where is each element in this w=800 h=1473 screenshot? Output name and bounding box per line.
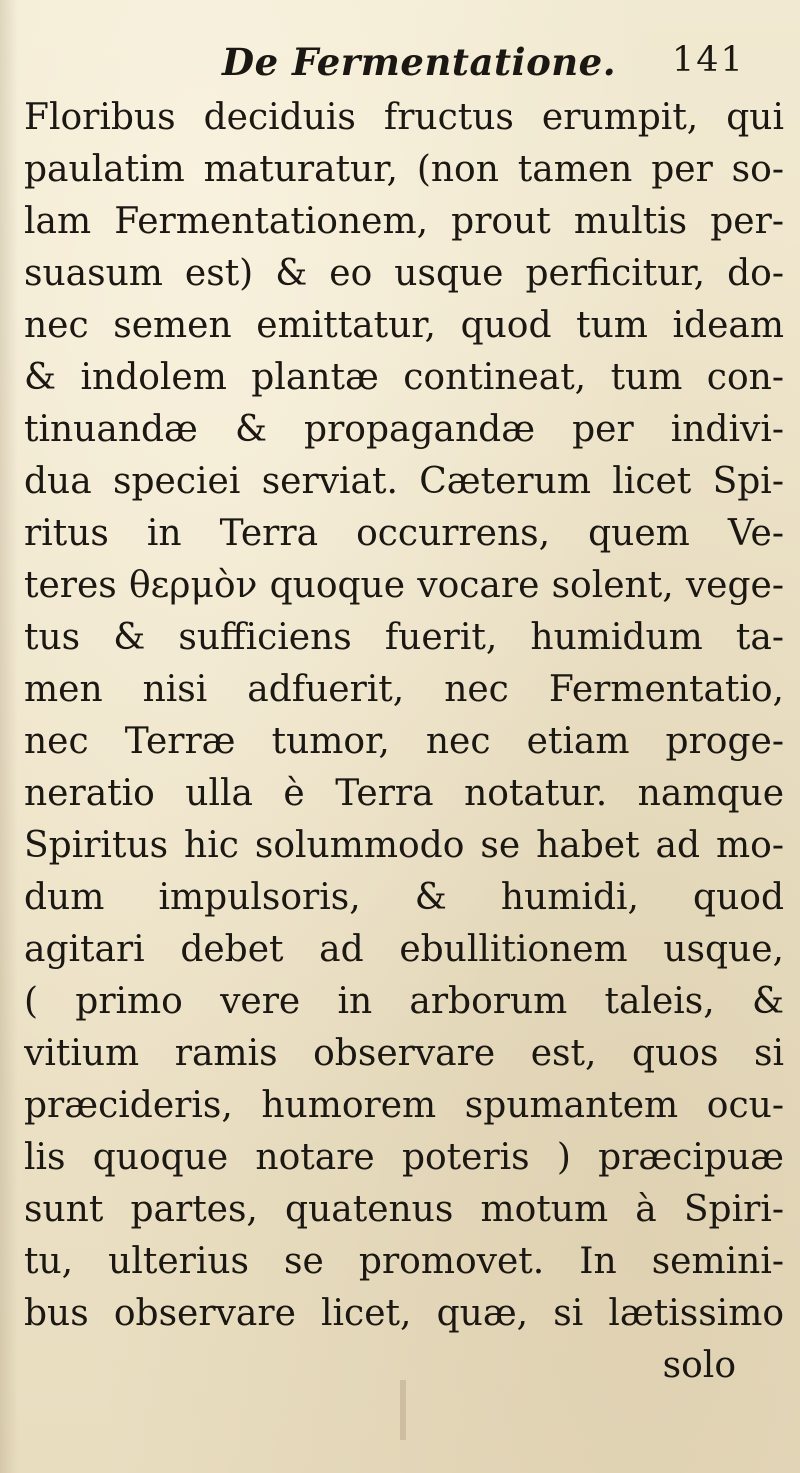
page-number: 141 (672, 40, 745, 80)
text-line: tus & sufficiens fuerit, humidum ta- (24, 617, 784, 658)
text-line: præcideris, humorem spumantem ocu- (24, 1085, 784, 1126)
text-line: tu, ulterius se promovet. In semini- (24, 1241, 784, 1282)
text-line: nec Terræ tumor, nec etiam proge- (24, 721, 784, 762)
paper-stain (400, 1380, 406, 1440)
text-line: Floribus deciduis fructus erumpit, qui (24, 97, 784, 138)
text-line: bus observare licet, quæ, si lætissimo (24, 1293, 784, 1334)
text-line: neratio ulla è Terra notatur. namque (24, 773, 784, 814)
text-line: agitari debet ad ebullitionem usque, (24, 929, 784, 970)
text-line: dum impulsoris, & humidi, quod (24, 877, 784, 918)
text-line: ( primo vere in arborum taleis, & (24, 981, 784, 1022)
text-line: men nisi adfuerit, nec Fermentatio, (24, 669, 784, 710)
text-line: vitium ramis observare est, quos si (24, 1033, 784, 1074)
text-line: lam Fermentationem, prout multis per- (24, 201, 784, 242)
text-line: & indolem plantæ contineat, tum con- (24, 357, 784, 398)
body-text (0, 92, 800, 1392)
text-line: teres θερμὸν quoque vocare solent, vege- (24, 565, 784, 606)
text-line: nec semen emittatur, quod tum ideam (24, 305, 784, 346)
text-line: Spiritus hic solummodo se habet ad mo- (24, 825, 784, 866)
text-line: paulatim maturatur, (non tamen per so- (24, 149, 784, 190)
text-line: dua speciei serviat. Cæterum licet Spi- (24, 461, 784, 502)
text-line: suasum est) & eo usque perficitur, do- (24, 253, 784, 294)
text-line: tinuandæ & propagandæ per indivi- (24, 409, 784, 450)
text-line: sunt partes, quatenus motum à Spiri- (24, 1189, 784, 1230)
text-line: lis quoque notare poteris ) præcipuæ (24, 1137, 784, 1178)
running-title: De Fermentatione. (222, 40, 617, 84)
text-line: ritus in Terra occurrens, quem Ve- (24, 513, 784, 554)
running-head (0, 40, 800, 90)
catchword: solo (662, 1345, 736, 1386)
